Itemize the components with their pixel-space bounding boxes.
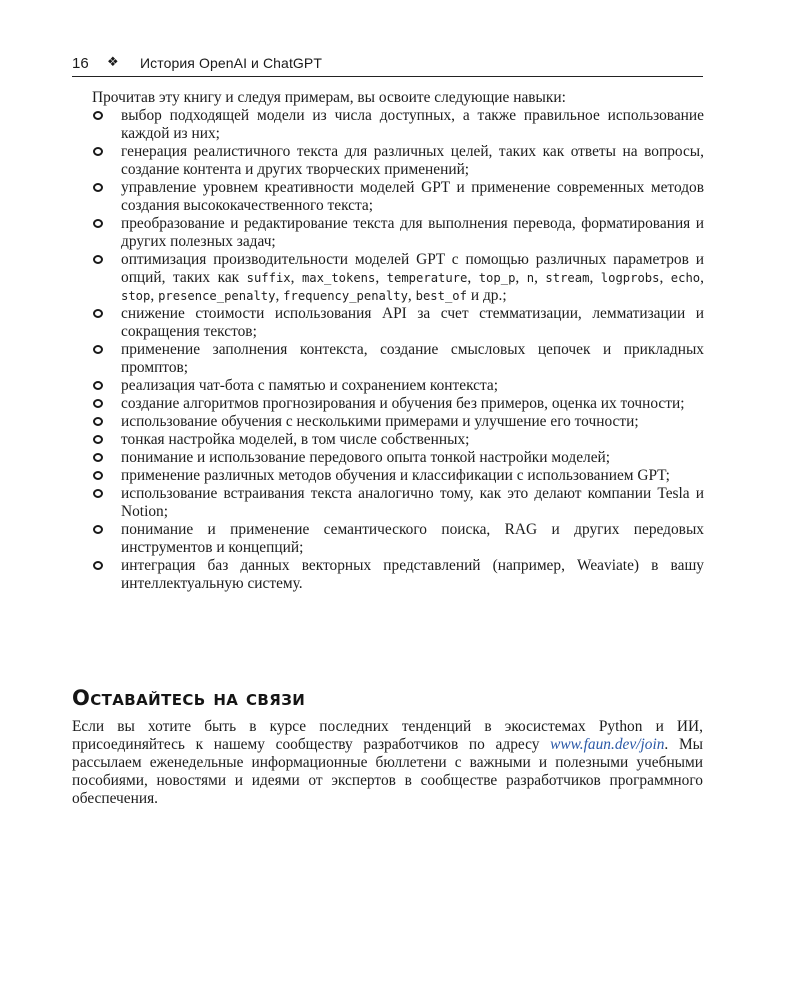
param-name: stream [545,271,590,285]
param-name: stop [121,289,151,303]
bullet-icon [93,309,103,318]
list-item [92,557,704,593]
param-name: logprobs [600,271,660,285]
skills-intro: Прочитав эту книгу и следуя примерам, вы освоите следующие навыки: [92,89,566,106]
section-heading: Оставайтесь на связи [72,686,306,710]
skill-text: преобразование и редактирование текста для выполнения перевода, форматирования и других полезных задач; [121,215,704,250]
skill-text: генерация реалистичного текста для различных целей, таких как ответы на вопросы, создание контента и других творческих применений; [121,143,704,178]
bullet-icon [93,255,103,264]
bullet-icon [93,417,103,426]
bullet-icon [93,435,103,444]
bullet-icon [93,525,103,534]
skill-text: управление уровнем креативности моделей GPT и применение современных методов создания высококачественного текста; [121,179,704,214]
paragraph-text-after-link: . Мы рассылаем еженедельные информационные бюллетени с важными и полезными учебными пособиями, новостями и идеями от экспертов в сообществе разработчиков программного обеспечения. [72,736,703,807]
skill-text: понимание и применение семантического поиска, RAG и других передовых инструментов и концепций; [121,521,704,556]
page-number: 16 [72,55,89,72]
skill-text: интеграция баз данных векторных представлений (например, Weaviate) в вашу интеллектуальную систему. [121,557,704,592]
bullet-icon [93,219,103,228]
skills-list [92,107,704,593]
bullet-icon [93,381,103,390]
list-item [92,485,704,521]
list-item [92,431,704,449]
skill-text: реализация чат-бота с памятью и сохранением контекста; [121,377,499,394]
list-item [92,449,704,467]
list-item [92,395,704,413]
bullet-icon [93,183,103,192]
bullet-icon [93,345,103,354]
list-item [92,107,704,143]
list-item [92,305,704,341]
bullet-icon [93,147,103,156]
list-item [92,467,704,485]
skill-text: использование обучения с несколькими примерами и улучшение его точности; [121,413,639,430]
list-item [92,251,704,305]
list-item [92,143,704,179]
skill-text: использование встраивания текста аналогично тому, как это делают компании Tesla и Notion; [121,485,704,520]
skill-text: оптимизация производительности моделей GPT с помощью различных параметров и опций, таких как suffix, max_tokens, temperature, top_p, n, stream, logprobs, echo, stop, presence_penalty, frequency_penalty, best_of и др.; [121,251,705,304]
running-title: История OpenAI и ChatGPT [140,55,323,71]
param-name: suffix [246,271,291,285]
param-name: best_of [415,289,467,303]
param-name: temperature [386,271,468,285]
list-item [92,413,704,431]
skill-text: применение заполнения контекста, создание смысловых цепочек и прикладных промптов; [121,341,704,376]
skill-text: применение различных методов обучения и классификации с использованием GPT; [121,467,670,484]
bullet-icon [93,399,103,408]
bullet-icon [93,471,103,480]
skill-text-before: оптимизация производительности моделей GPT с помощью различных параметров и опций, таких как [121,251,704,286]
skill-text: снижение стоимости использования API за счет стемматизации, лемматизации и сокращения текстов; [121,305,704,340]
skill-text: понимание и использование передового опыта тонкой настройки моделей; [121,449,611,466]
list-item [92,215,704,251]
bullet-icon [93,111,103,120]
skill-text: тонкая настройка моделей, в том числе собственных; [121,431,470,448]
skill-text: выбор подходящей модели из числа доступных, а также правильное использование каждой из них; [121,107,704,142]
param-name: n [526,271,535,285]
param-name: echo [670,271,701,285]
param-name: frequency_penalty [283,289,408,303]
bullet-icon [93,489,103,498]
list-item [92,179,704,215]
bullet-icon [93,561,103,570]
param-name: top_p [478,271,516,285]
param-name: presence_penalty [158,289,276,303]
bullet-icon [93,453,103,462]
param-name: max_tokens [301,271,376,285]
running-header [72,52,703,77]
community-link[interactable]: www.faun.dev/join [550,736,665,753]
list-item [92,377,704,395]
stay-connected-paragraph [72,718,703,808]
list-item [92,341,704,377]
ornament-icon: ❖ [107,54,119,69]
list-item [92,521,704,557]
skill-text-after: и др.; [470,287,507,304]
skill-text: создание алгоритмов прогнозирования и обучения без примеров, оценка их точности; [121,395,685,412]
paragraph-text-before-link: Если вы хотите быть в курсе последних тенденций в экосистемах Python и ИИ, присоединяйтесь к нашему сообществу разработчиков по адресу [72,718,703,753]
